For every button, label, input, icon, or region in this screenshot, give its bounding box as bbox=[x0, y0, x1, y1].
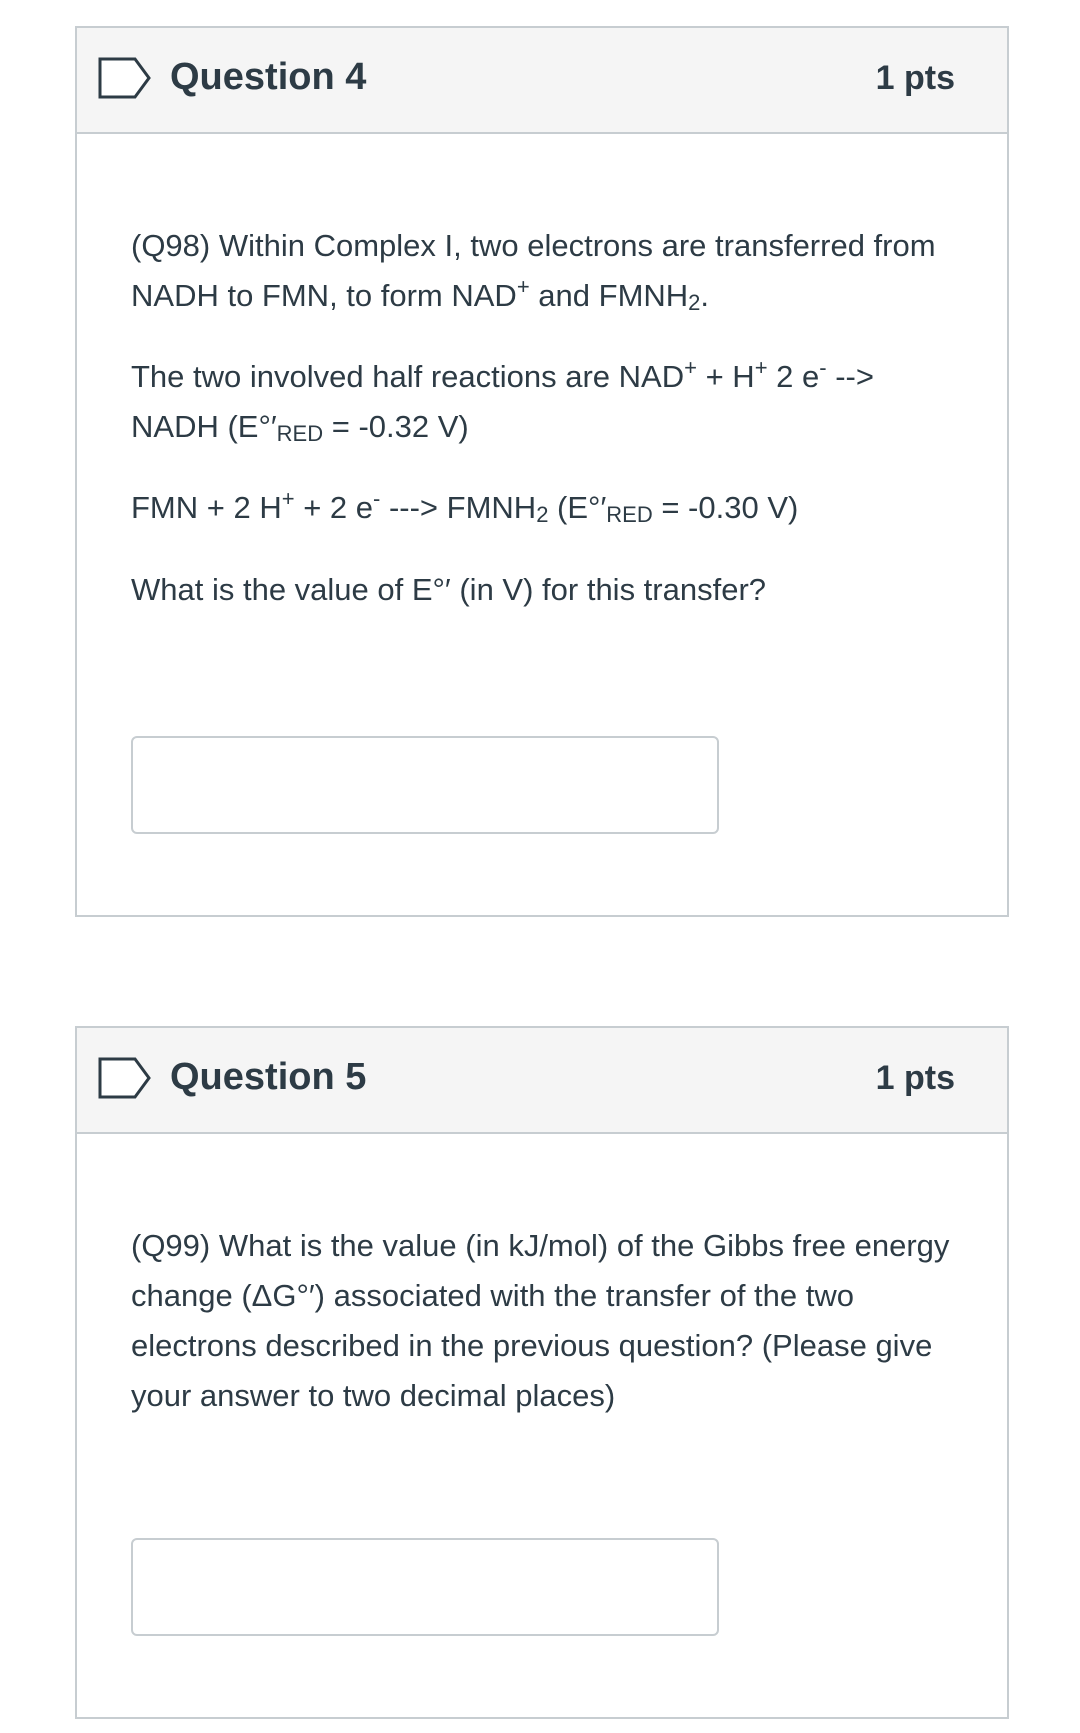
question-5-card bbox=[75, 1026, 1009, 1719]
question-text: (Q99) What is the value (in kJ/mol) of the Gibbs free energy change (ΔG°′) associated with the transfer of the two electrons described in the previous question? (Please give your answer to two decimal places) bbox=[131, 1228, 950, 1413]
question-header bbox=[77, 28, 1007, 134]
flag-outline-icon[interactable] bbox=[97, 1056, 153, 1100]
question-text bbox=[131, 221, 957, 321]
answer-input[interactable] bbox=[131, 736, 719, 834]
question-prompt: What is the value of E°′ (in V) for this transfer? bbox=[131, 572, 767, 607]
half-reaction-fmn: FMN + 2 H+ + 2 e- ---> $FMNH_2$ ($E^\circ'_{RED} = -0.30$ V) bbox=[131, 486, 799, 527]
question-points: 1 pts bbox=[875, 59, 955, 97]
question-header bbox=[77, 1028, 1007, 1134]
answer-input[interactable] bbox=[131, 1538, 719, 1636]
question-4-card bbox=[75, 26, 1009, 917]
question-intro: (Q98) Within Complex I, two electrons are transferred from NADH to FMN, to form NAD+ and $FMNH_2$. bbox=[131, 228, 936, 315]
question-points: 1 pts bbox=[875, 1059, 955, 1097]
question-title: Question 5 bbox=[170, 1056, 367, 1098]
flag-outline-icon[interactable] bbox=[97, 56, 153, 100]
question-title: Question 4 bbox=[170, 56, 367, 98]
half-reaction-nad: The two involved half reactions are NAD+ + H+ 2 e- --> NADH ($E^\circ'_{RED} = -0.32$ V) bbox=[131, 355, 874, 446]
